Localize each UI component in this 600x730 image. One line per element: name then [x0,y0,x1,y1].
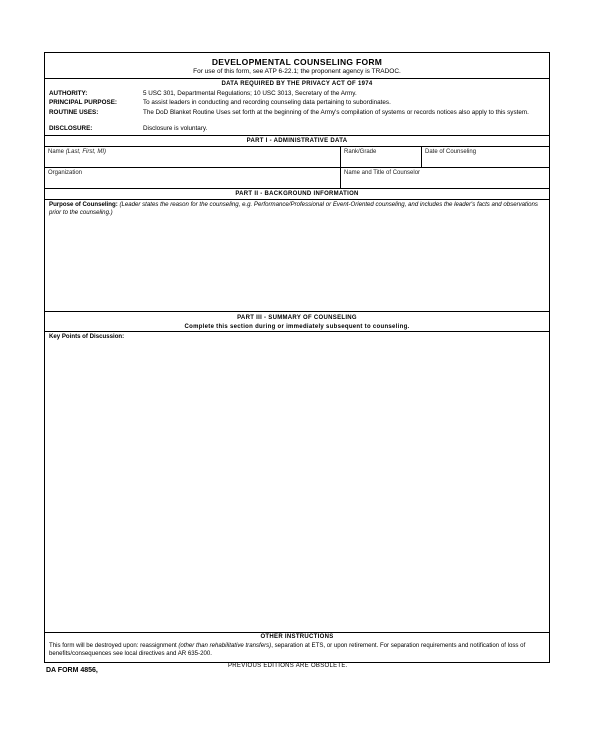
organization-field[interactable] [48,170,82,176]
form-title: DEVELOPMENTAL COUNSELING FORM [211,57,383,67]
routine-uses-label: ROUTINE USES: [49,109,99,116]
authority-value: 5 USC 301, Departmental Regulations; 10 USC 3013, Secretary of the Army. [143,90,357,97]
divider [421,147,422,168]
other-instructions-text [49,642,545,658]
other-instructions-header: OTHER INSTRUCTIONS [45,632,549,642]
part-3-header: PART III - SUMMARY OF COUNSELING [237,315,357,321]
purpose-of-counseling-label: Purpose of Counseling: [49,201,118,208]
part-3-header-block [45,311,549,331]
obsolete-notice: PREVIOUS EDITIONS ARE OBSOLETE. [228,663,348,669]
date-of-counseling-field[interactable] [425,149,476,155]
privacy-act-header: DATA REQUIRED BY THE PRIVACY ACT OF 1974 [45,78,549,89]
disclosure-label: DISCLOSURE: [49,125,93,132]
name-hint: (Last, First, MI) [65,149,107,155]
principal-purpose-label: PRINCIPAL PURPOSE: [49,99,117,106]
part-1-header: PART I - ADMINISTRATIVE DATA [45,135,549,146]
form-number: DA FORM 4856, [46,667,98,674]
key-points-area[interactable] [45,331,549,632]
date-of-counseling-label: Date of Counseling [425,149,477,155]
admin-row-2 [45,167,549,188]
counselor-field[interactable] [344,170,420,176]
other-instructions-part-b: (other than rehabilitative transfers) [178,642,272,649]
other-instructions-section [45,642,549,663]
name-field[interactable] [48,149,106,155]
counselor-label: Name and Title of Counselor [344,170,421,176]
privacy-act-section [45,89,549,134]
principal-purpose-value: To assist leaders in conducting and recording counseling data pertaining to subordinates. [143,99,391,106]
counseling-form [44,52,550,663]
purpose-of-counseling-instructions: (Leader states the reason for the counseling, e.g. Performance/Professional or Event-Oriented counseling, and includes the leader's facts and observations prior to the counseling.) [49,201,538,216]
authority-label: AUTHORITY: [49,90,88,97]
routine-uses-value: The DoD Blanket Routine Uses set forth at the beginning of the Army's compilation of systems or records notices also apply to this system. [143,109,529,116]
name-label: Name [48,149,65,155]
purpose-of-counseling-text [49,201,545,217]
form-subtitle: For use of this form, see ATP 6-22.1; the proponent agency is TRADOC. [193,68,401,75]
organization-label: Organization [48,170,83,176]
other-instructions-part-c: , separation at ETS, or upon retirement. For separation requirements and notification of loss of benefits/consequences see local directives and AR 635-200. [49,642,526,657]
divider [340,147,341,168]
purpose-of-counseling-area[interactable] [45,199,549,311]
divider [340,168,341,189]
admin-row-1 [45,146,549,167]
other-instructions-part-a: This form will be destroyed upon: reassignment [49,642,177,649]
part-2-header: PART II - BACKGROUND INFORMATION [45,188,549,199]
rank-grade-field[interactable] [344,149,376,155]
disclosure-value: Disclosure is voluntary. [143,125,208,132]
part-3-subheader: Complete this section during or immediately subsequent to counseling. [184,324,410,330]
rank-grade-label: Rank/Grade [344,149,377,155]
key-points-label: Key Points of Discussion: [49,333,125,340]
